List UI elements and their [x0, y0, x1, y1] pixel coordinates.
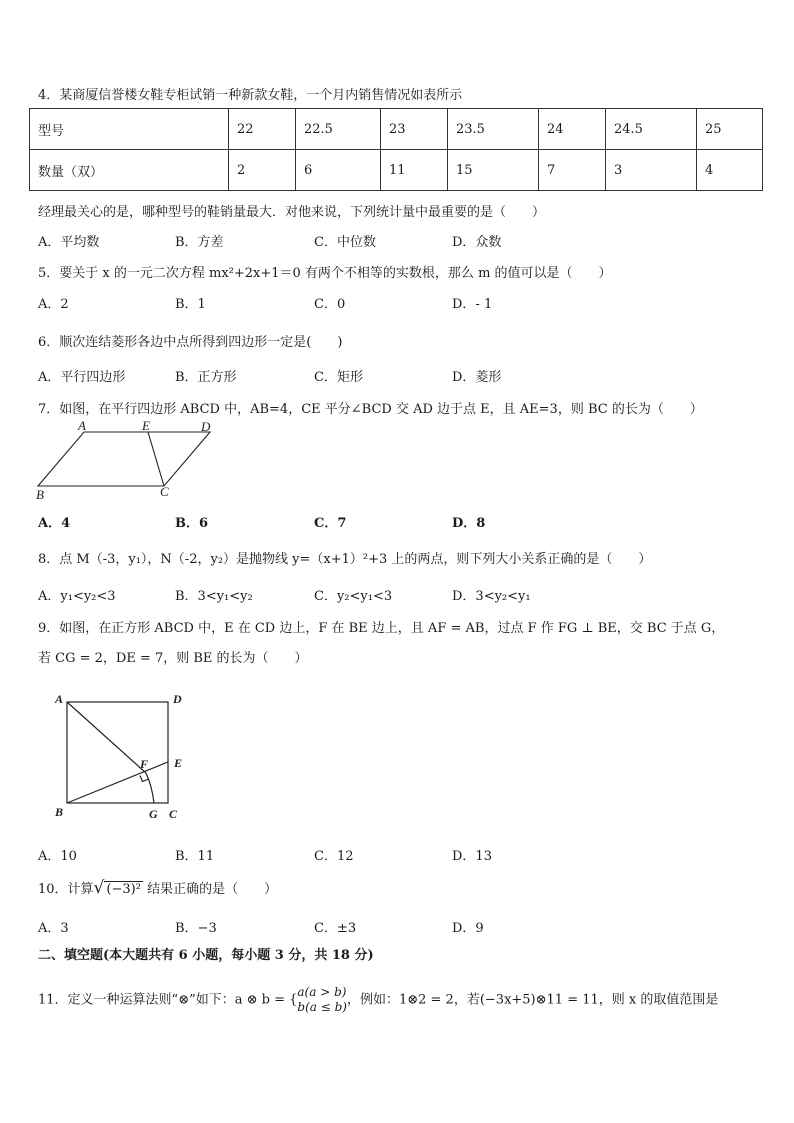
option-d[interactable]: D．8 [452, 516, 486, 531]
q10-options [38, 917, 758, 935]
option-b[interactable]: B．3<y₁<y₂ [175, 589, 253, 604]
label-g: G [149, 807, 158, 821]
label-e: E [142, 420, 150, 433]
segment-fg [146, 773, 154, 803]
option-a[interactable]: A．y₁<y₂<3 [38, 589, 116, 604]
option-a[interactable]: A．2 [38, 297, 69, 312]
table-row [30, 150, 763, 191]
q8-options [38, 585, 758, 603]
option-a[interactable]: A．10 [38, 849, 77, 864]
q11-case-2: b(a ≤ b) [297, 1000, 347, 1014]
q11-stem [38, 985, 718, 1015]
option-c[interactable]: C．±3 [314, 921, 357, 936]
option-b[interactable]: B．正方形 [175, 370, 237, 385]
option-b[interactable]: B．1 [175, 297, 206, 312]
label-c: C [160, 484, 169, 499]
table-cell: 23 [381, 109, 448, 150]
label-d: D [173, 692, 182, 706]
option-b[interactable]: B．方差 [175, 235, 224, 250]
q11-case-1: a(a > b) [297, 985, 347, 999]
label-a: A [55, 692, 64, 706]
q9-options [38, 845, 758, 863]
table-row [30, 109, 763, 150]
q5-stem: 5．要关于 x 的一元二次方程 mx²+2x+1＝0 有两个不相等的实数根，那么 m 的值可以是（ ） [38, 266, 612, 281]
q6-stem: 6．顺次连结菱形各边中点所得到四边形一定是( ) [38, 335, 343, 350]
table-cell: 3 [606, 150, 697, 191]
option-c[interactable]: C．y₂<y₁<3 [314, 589, 393, 604]
parallelogram-figure [30, 420, 220, 505]
table-cell: 22.5 [296, 109, 381, 150]
option-c[interactable]: C．0 [314, 297, 346, 312]
section-2-title: 二、填空题(本大题共有 6 小题，每小题 3 分，共 18 分) [38, 948, 374, 963]
option-a[interactable]: A．3 [38, 921, 69, 936]
q5-options [38, 293, 758, 311]
q10-prefix: 10．计算 [38, 882, 94, 897]
option-d[interactable]: D．- 1 [452, 297, 493, 312]
q4-stem: 4．某商厦信誉楼女鞋专柜试销一种新款女鞋，一个月内销售情况如表所示 [38, 88, 463, 103]
q9-stem: 9．如图，在正方形 ABCD 中，E 在 CD 边上，F 在 BE 边上，且 AF = AB，过点 F 作 FG ⊥ BE，交 BC 于点 G， [38, 621, 725, 636]
q7-options [38, 512, 758, 530]
option-c[interactable]: C．12 [314, 849, 354, 864]
table-cell: 型号 [30, 109, 229, 150]
table-cell: 7 [539, 150, 606, 191]
q4-options [38, 231, 758, 249]
parallelogram-abcd [38, 432, 210, 486]
q8-stem: 8．点 M（-3，y₁），N（-2，y₂）是抛物线 y=（x+1）²+3 上的两点，则下列大小关系正确的是（ ） [38, 552, 652, 567]
option-a[interactable]: A．平均数 [38, 235, 100, 250]
table-cell: 6 [296, 150, 381, 191]
option-d[interactable]: D．3<y₂<y₁ [452, 589, 531, 604]
table-cell: 24.5 [606, 109, 697, 150]
q11-piecewise [297, 985, 347, 1015]
table-cell: 2 [229, 150, 296, 191]
label-c: C [169, 807, 178, 821]
q7-stem: 7．如图，在平行四边形 ABCD 中，AB=4，CE 平分∠BCD 交 AD 边于点 E，且 AE=3，则 BC 的长为（ ） [38, 402, 703, 417]
q6-options [38, 366, 758, 384]
q4-stem-continued: 经理最关心的是，哪种型号的鞋销量最大．对他来说，下列统计量中最重要的是（ ） [38, 205, 546, 220]
table-cell: 15 [448, 150, 539, 191]
option-c[interactable]: C．7 [314, 516, 347, 531]
label-b: B [55, 805, 64, 819]
label-b: B [36, 487, 44, 502]
option-a[interactable]: A．平行四边形 [38, 370, 126, 385]
option-c[interactable]: C．矩形 [314, 370, 363, 385]
label-a: A [78, 420, 86, 433]
q10-stem [38, 878, 277, 898]
table-cell: 4 [697, 150, 763, 191]
table-cell: 数量（双） [30, 150, 229, 191]
option-c[interactable]: C．中位数 [314, 235, 376, 250]
option-d[interactable]: D．9 [452, 921, 484, 936]
option-a[interactable]: A．4 [38, 516, 71, 531]
option-b[interactable]: B．−3 [175, 921, 217, 936]
option-b[interactable]: B．6 [175, 516, 209, 531]
label-d: D [201, 420, 211, 434]
q10-radicand: (−3)² [106, 882, 141, 897]
radical-sign: √ [93, 878, 105, 898]
table-cell: 25 [697, 109, 763, 150]
square-abcd [67, 702, 168, 803]
q9-stem-continued: 若 CG = 2，DE = 7，则 BE 的长为（ ） [38, 651, 308, 666]
table-cell: 22 [229, 109, 296, 150]
option-d[interactable]: D．13 [452, 849, 492, 864]
label-f: F [140, 757, 149, 771]
table-cell: 24 [539, 109, 606, 150]
q11-suffix: ，例如：1⊗2 = 2，若(−3x+5)⊗11 = 11，则 x 的取值范围是 [346, 992, 719, 1008]
option-d[interactable]: D．菱形 [452, 370, 502, 385]
square-figure [50, 688, 200, 824]
option-d[interactable]: D．众数 [452, 235, 502, 250]
q11-prefix: 11．定义一种运算法则“⊗”如下：a ⊗ b = { [38, 992, 298, 1008]
option-b[interactable]: B．11 [175, 849, 215, 864]
table-cell: 23.5 [448, 109, 539, 150]
table-cell: 11 [381, 150, 448, 191]
q10-suffix: 结果正确的是（ ） [147, 882, 278, 897]
segment-af [67, 702, 149, 773]
sales-table [29, 108, 763, 191]
segment-ce [148, 432, 164, 486]
label-e: E [174, 756, 183, 770]
